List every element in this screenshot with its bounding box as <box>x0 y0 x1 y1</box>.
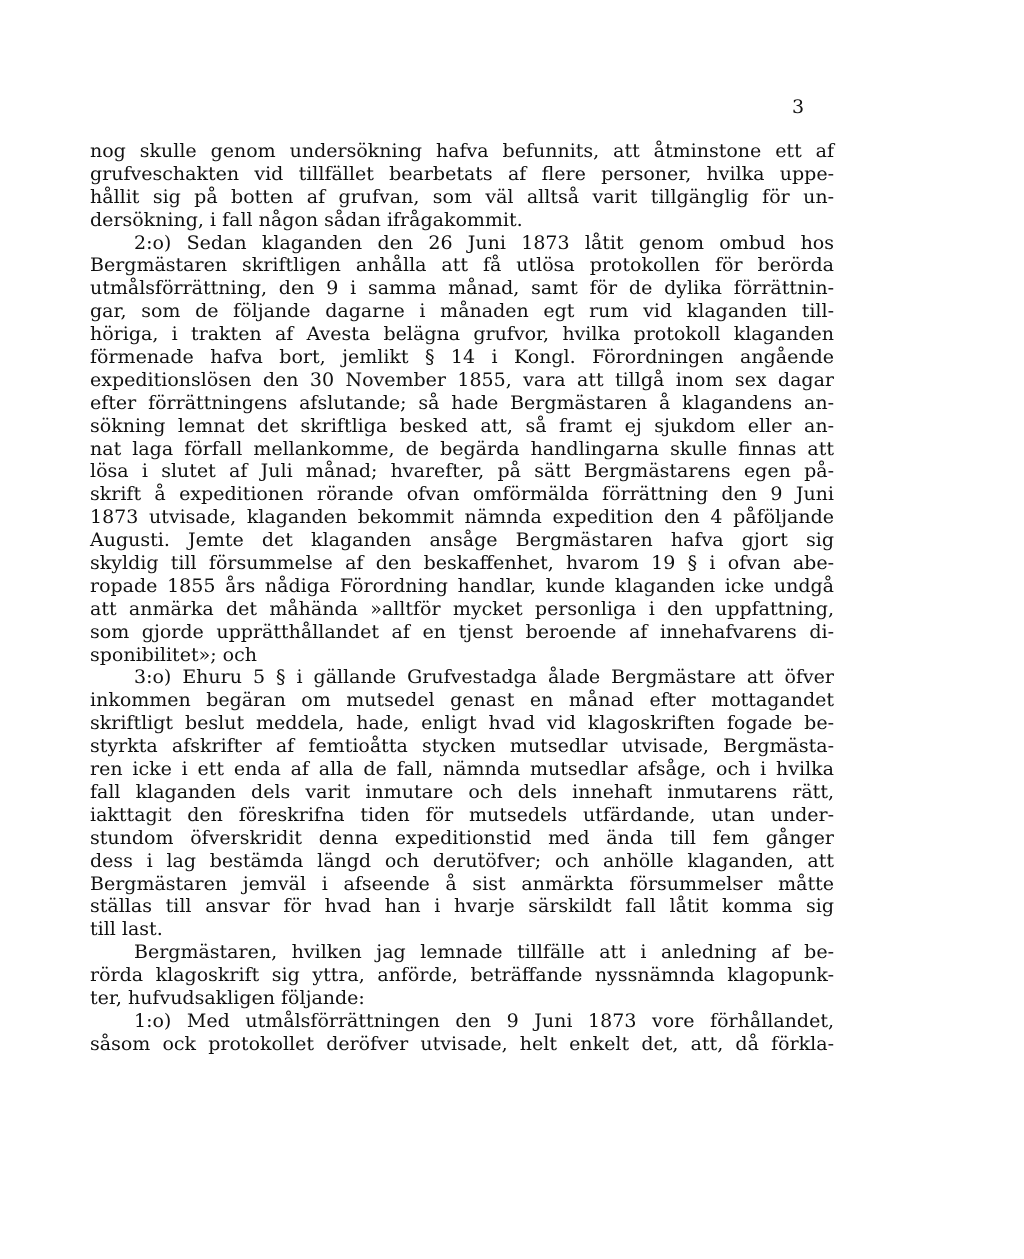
text-line: att anmärka det måhända »alltför mycket personliga i den uppfattning, <box>90 597 834 620</box>
text-line: efter förrättningens afslutande; så hade Bergmästaren å klagandens an- <box>90 391 834 414</box>
body-text <box>90 140 834 1056</box>
page-number: 3 <box>792 96 806 118</box>
text-line: sökning lemnat det skriftliga besked att, så framt ej sjukdom eller an- <box>90 414 834 437</box>
text-line: skriftligt beslut meddela, hade, enligt hvad vid klagoskriften fogade be- <box>90 712 834 735</box>
text-line: ter, hufvudsakligen följande: <box>90 986 365 1009</box>
text-line: 1873 utvisade, klaganden bekommit nämnda expedition den 4 påföljande <box>90 506 834 529</box>
text-line: nat laga förfall mellankomme, de begärda handlingarna skulle finnas att <box>90 437 834 460</box>
text-line: utmålsförrättning, den 9 i samma månad, samt för de dylika förrättnin- <box>90 277 834 300</box>
text-line: styrkta afskrifter af femtioåtta stycken mutsedlar utvisade, Bergmästa- <box>90 735 834 758</box>
text-line: fall klaganden dels varit inmutare och dels innehaft inmutarens rätt, <box>90 780 834 803</box>
text-line: 3:o) Ehuru 5 § i gällande Grufvestadga ålade Bergmästare att öfver <box>134 666 834 689</box>
text-line: hållit sig på botten af grufvan, som väl alltså varit tillgänglig för un- <box>90 185 834 208</box>
text-line: 1:o) Med utmålsförrättningen den 9 Juni 1873 vore förhållandet, <box>134 1009 834 1032</box>
text-line: skrift å expeditionen rörande ofvan omförmälda förrättning den 9 Juni <box>90 483 834 506</box>
text-line: nog skulle genom undersökning hafva befunnits, att åtminstone ett af <box>90 140 834 162</box>
text-line: grufveschakten vid tillfället bearbetats af flere personer, hvilka uppe- <box>90 162 834 185</box>
text-line: sponibilitet»; och <box>90 643 257 666</box>
text-line: stundom öfverskridit denna expeditionstid med ända till fem gånger <box>90 826 834 849</box>
text-line: ställas till ansvar för hvad han i hvarje särskildt fall låtit komma sig <box>90 895 834 918</box>
text-line: Augusti. Jemte det klaganden ansåge Bergmästaren hafva gjort sig <box>90 529 834 552</box>
text-line: 2:o) Sedan klaganden den 26 Juni 1873 låtit genom ombud hos <box>134 231 834 254</box>
text-line: höriga, i trakten af Avesta belägna grufvor, hvilka protokoll klaganden <box>90 323 834 346</box>
text-line: ren icke i ett enda af alla de fall, nämnda mutsedlar afsåge, och i hvilka <box>90 758 834 781</box>
text-line: iakttagit den föreskrifna tiden för mutsedels utfärdande, utan under- <box>90 803 834 826</box>
text-line: Bergmästaren skriftligen anhålla att få utlösa protokollen för berörda <box>90 254 834 277</box>
text-line: gar, som de följande dagarne i månaden egt rum vid klaganden till- <box>90 300 834 323</box>
text-line: såsom ock protokollet deröfver utvisade, helt enkelt det, att, då förkla- <box>90 1032 834 1055</box>
text-line: till last. <box>90 918 163 941</box>
text-line: Bergmästaren, hvilken jag lemnade tillfälle att i anledning af be- <box>134 941 834 964</box>
text-line: dersökning, i fall någon sådan ifrågakommit. <box>90 208 523 231</box>
text-line: rörda klagoskrift sig yttra, anförde, beträffande nyssnämnda klagopunk- <box>90 964 834 987</box>
text-line: förmenade hafva bort, jemlikt § 14 i Kongl. Förordningen angående <box>90 346 834 369</box>
text-line: Bergmästaren jemväl i afseende å sist anmärkta försummelser måtte <box>90 872 834 895</box>
text-line: skyldig till försummelse af den beskaffenhet, hvarom 19 § i ofvan abe- <box>90 552 834 575</box>
text-line: inkommen begäran om mutsedel genast en månad efter mottagandet <box>90 689 834 712</box>
text-line: som gjorde upprätthållandet af en tjenst beroende af innehafvarens di- <box>90 620 834 643</box>
text-line: expeditionslösen den 30 November 1855, vara att tillgå inom sex dagar <box>90 368 834 391</box>
text-line: lösa i slutet af Juli månad; hvarefter, på sätt Bergmästarens egen på- <box>90 460 834 483</box>
text-line: dess i lag bestämda längd och derutöfver; och anhölle klaganden, att <box>90 849 834 872</box>
text-line: ropade 1855 års nådiga Förordning handlar, kunde klaganden icke undgå <box>90 574 834 597</box>
